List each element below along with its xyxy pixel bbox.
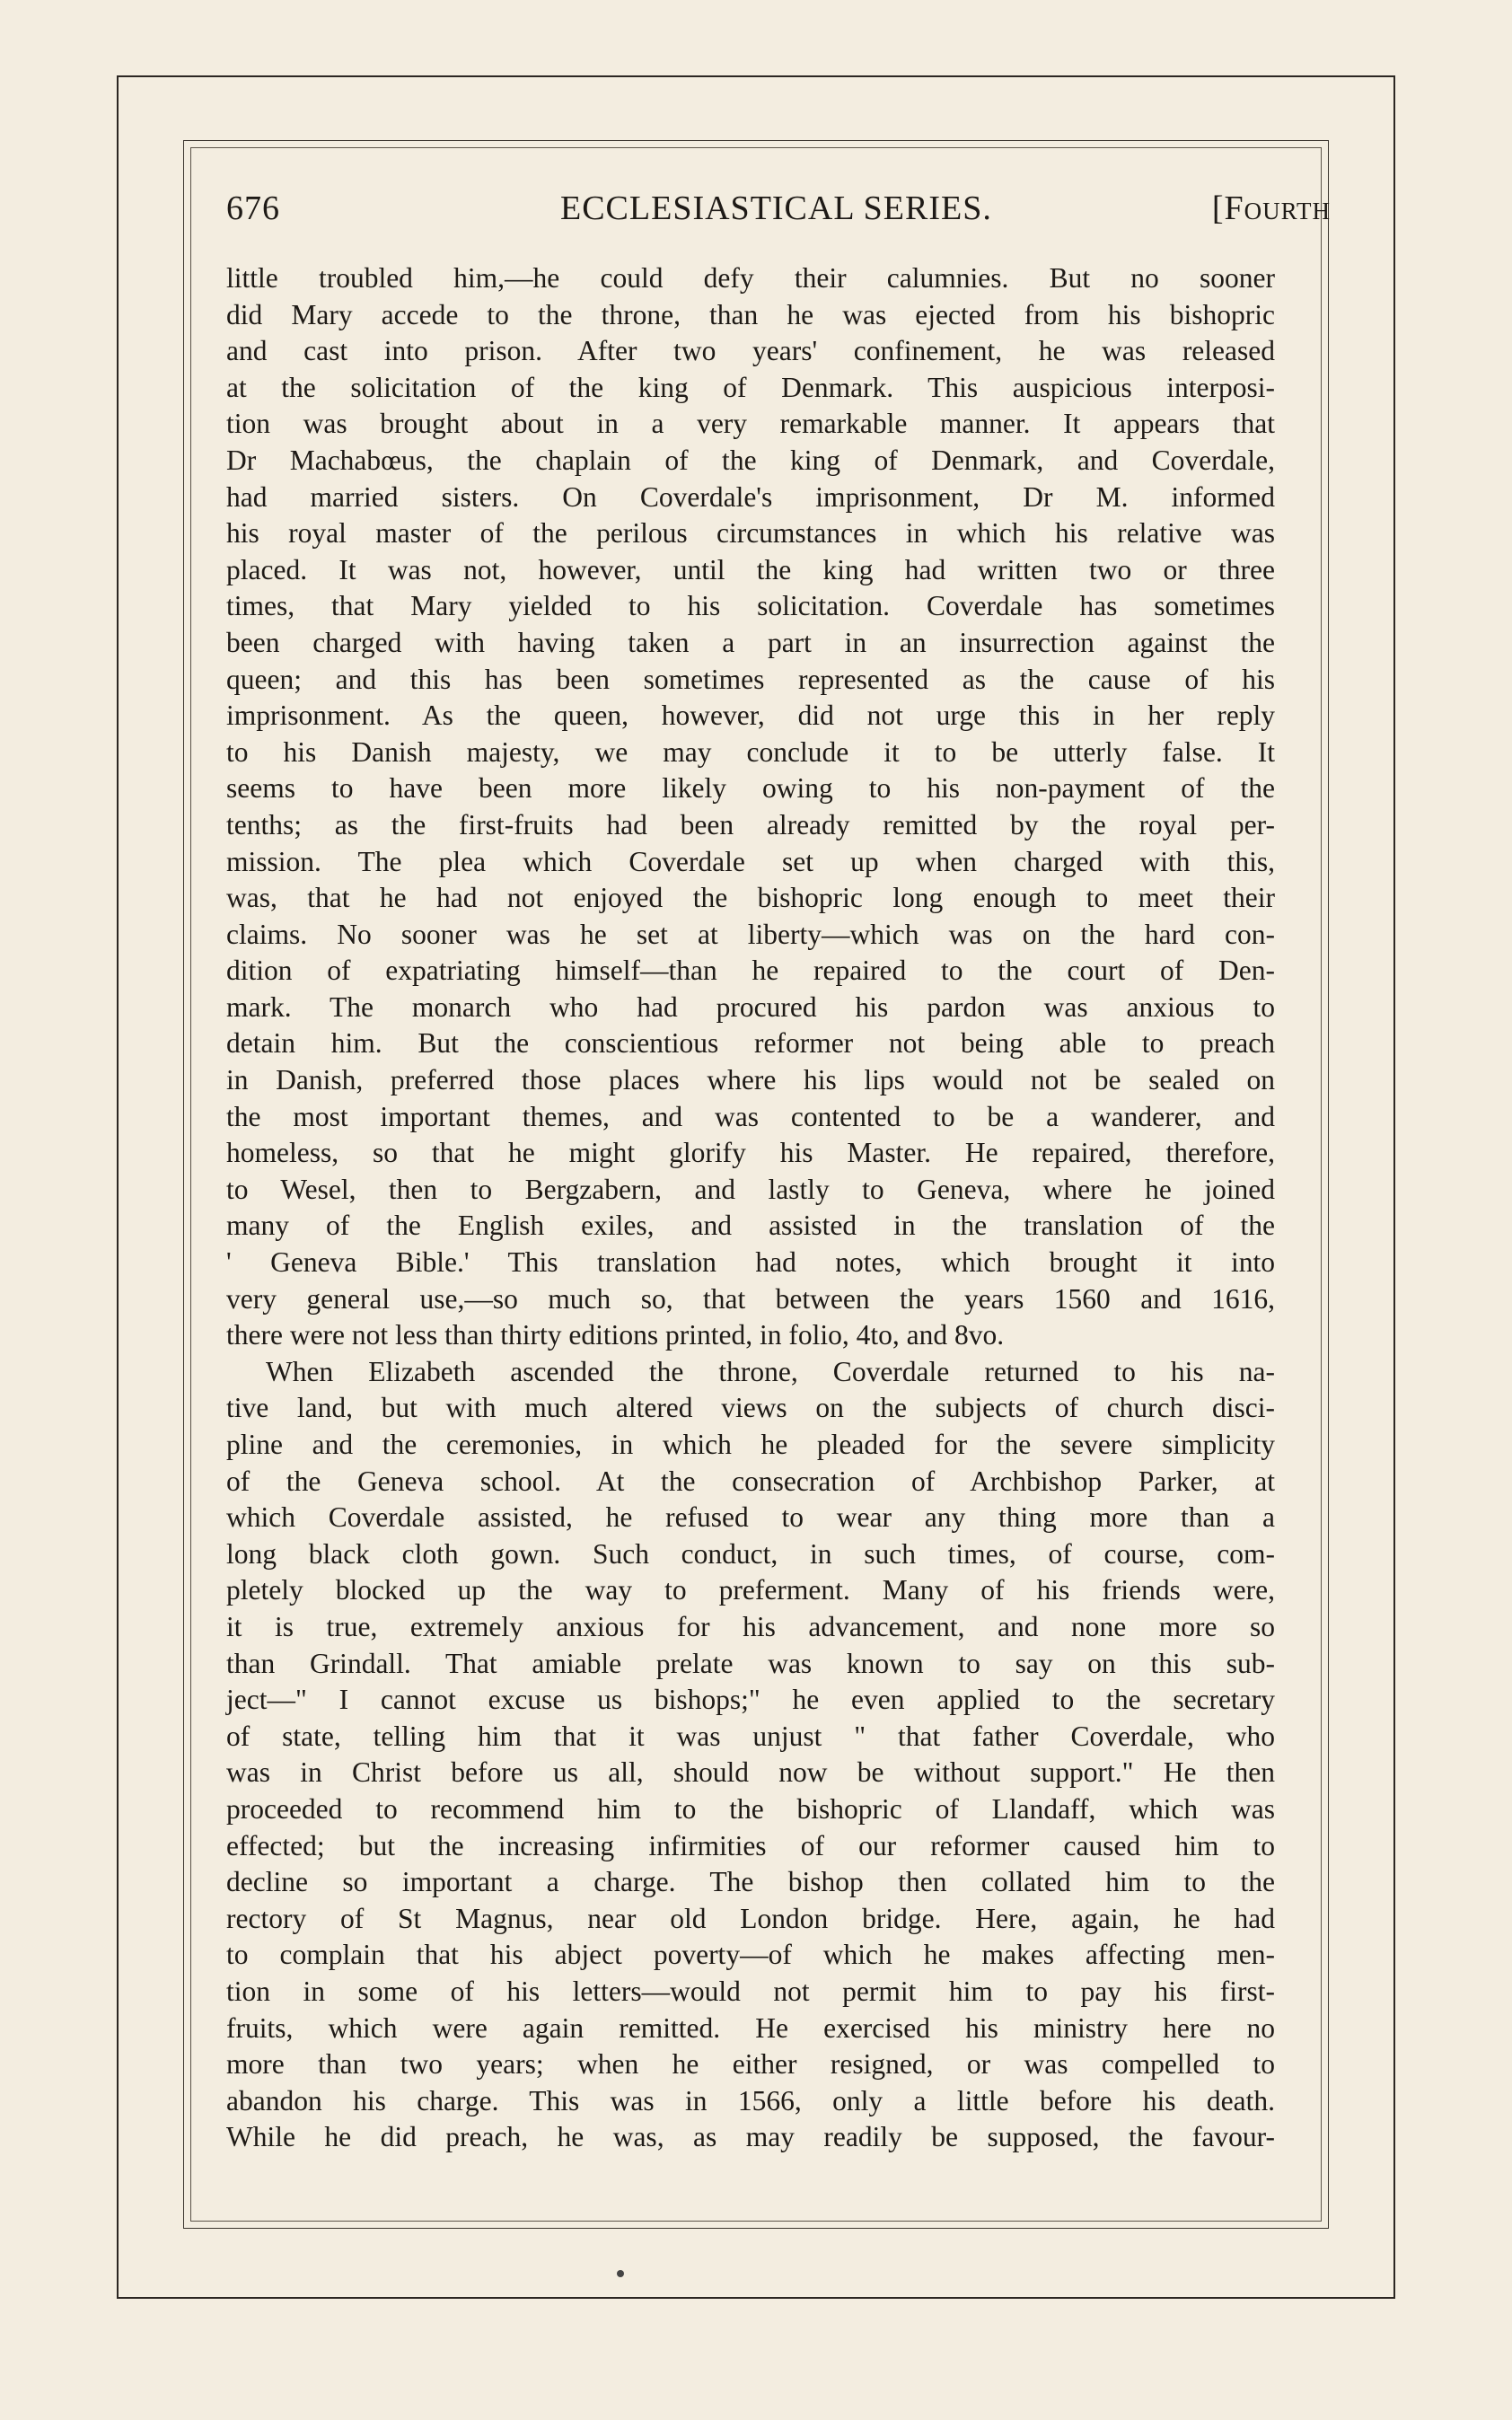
text-line: ject—" I cannot excuse us bishops;" he even applied to the secretary: [226, 1684, 1275, 1716]
text-line: of the Geneva school. At the consecration of Archbishop Parker, at: [226, 1465, 1275, 1497]
text-line: tenths; as the first-fruits had been already remitted by the royal per-: [226, 808, 1275, 840]
text-line: which Coverdale assisted, he refused to wear any thing more than a: [226, 1501, 1275, 1534]
text-line: tion in some of his letters—would not permit him to pay his first-: [226, 1975, 1275, 2007]
text-line: Dr Machabœus, the chaplain of the king of Denmark, and Coverdale,: [226, 444, 1275, 476]
text-line: long black cloth gown. Such conduct, in such times, of course, com-: [226, 1537, 1275, 1570]
page-header: [226, 189, 1331, 230]
text-line: at the solicitation of the king of Denmark. This auspicious interposi-: [226, 371, 1275, 403]
text-line: imprisonment. As the queen, however, did not urge this in her reply: [226, 700, 1275, 732]
text-line: there were not less than thirty editions printed, in folio, 4to, and 8vo.: [226, 1319, 1005, 1351]
text-line: to complain that his abject poverty—of which he makes affecting men-: [226, 1939, 1275, 1971]
text-line: little troubled him,—he could defy their calumnies. But no sooner: [226, 262, 1275, 294]
text-line: than Grindall. That amiable prelate was known to say on this sub-: [226, 1647, 1275, 1679]
text-line: times, that Mary yielded to his solicitation. Coverdale has sometimes: [226, 590, 1275, 622]
text-line: many of the English exiles, and assisted in the translation of the: [226, 1210, 1275, 1242]
text-line: very general use,—so much so, that between the years 1560 and 1616,: [226, 1282, 1275, 1315]
text-line: queen; and this has been sometimes represented as the cause of his: [226, 663, 1275, 695]
text-line: tive land, but with much altered views on the subjects of church disci-: [226, 1392, 1275, 1424]
section-marker: [Fourth: [1211, 189, 1331, 227]
text-line: dition of expatriating himself—than he repaired to the court of Den-: [226, 955, 1275, 987]
text-line: When Elizabeth ascended the throne, Coverdale returned to his na-: [266, 1355, 1275, 1387]
text-line: been charged with having taken a part in an insurrection against the: [226, 626, 1275, 658]
text-line: detain him. But the conscientious reformer not being able to preach: [226, 1027, 1275, 1060]
text-line: rectory of St Magnus, near old London bridge. Here, again, he had: [226, 1902, 1275, 1934]
text-line: effected; but the increasing infirmities of our reformer caused him to: [226, 1829, 1275, 1861]
text-line: his royal master of the perilous circumstances in which his relative was: [226, 517, 1275, 550]
text-line: of state, telling him that it was unjust " that father Coverdale, who: [226, 1720, 1275, 1752]
text-line: abandon his charge. This was in 1566, only a little before his death.: [226, 2084, 1275, 2116]
text-line: to Wesel, then to Bergzabern, and lastly to Geneva, where he joined: [226, 1173, 1275, 1205]
text-line: and cast into prison. After two years' confinement, he was released: [226, 335, 1275, 367]
printer-dot: [617, 2270, 624, 2277]
text-line: While he did preach, he was, as may readily be supposed, the favour-: [226, 2121, 1275, 2153]
text-line: proceeded to recommend him to the bishopric of Llandaff, which was: [226, 1792, 1275, 1825]
text-line: homeless, so that he might glorify his Master. He repaired, therefore,: [226, 1137, 1275, 1169]
text-line: the most important themes, and was contented to be a wanderer, and: [226, 1100, 1275, 1132]
page-number: 676: [226, 189, 280, 227]
text-line: tion was brought about in a very remarkable manner. It appears that: [226, 408, 1275, 440]
text-line: pline and the ceremonies, in which he pleaded for the severe simplicity: [226, 1429, 1275, 1460]
body-text: [226, 260, 1275, 2156]
text-line: more than two years; when he either resigned, or was compelled to: [226, 2048, 1275, 2081]
text-line: fruits, which were again remitted. He exercised his ministry here no: [226, 2011, 1275, 2044]
text-line: mission. The plea which Coverdale set up when charged with this,: [226, 845, 1275, 877]
text-line: was, that he had not enjoyed the bishopric long enough to meet their: [226, 882, 1275, 914]
text-line: mark. The monarch who had procured his pardon was anxious to: [226, 990, 1275, 1023]
text-line: claims. No sooner was he set at liberty—which was on the hard con-: [226, 918, 1275, 950]
text-line: did Mary accede to the throne, than he was ejected from his bishopric: [226, 298, 1275, 330]
text-line: pletely blocked up the way to preferment. Many of his friends were,: [226, 1574, 1275, 1606]
text-line: had married sisters. On Coverdale's imprisonment, Dr M. informed: [226, 480, 1275, 513]
text-line: ' Geneva Bible.' This translation had notes, which brought it into: [226, 1246, 1275, 1279]
text-line: seems to have been more likely owing to his non-payment of the: [226, 772, 1275, 805]
text-line: in Danish, preferred those places where his lips would not be sealed on: [226, 1064, 1275, 1096]
text-line: it is true, extremely anxious for his advancement, and none more so: [226, 1610, 1275, 1642]
text-line: was in Christ before us all, should now be without support." He then: [226, 1756, 1275, 1789]
running-title: ECCLESIASTICAL SERIES.: [560, 189, 992, 227]
text-line: decline so important a charge. The bishop then collated him to the: [226, 1866, 1275, 1898]
text-line: to his Danish majesty, we may conclude it to be utterly false. It: [226, 735, 1275, 768]
text-line: placed. It was not, however, until the king had written two or three: [226, 553, 1275, 585]
